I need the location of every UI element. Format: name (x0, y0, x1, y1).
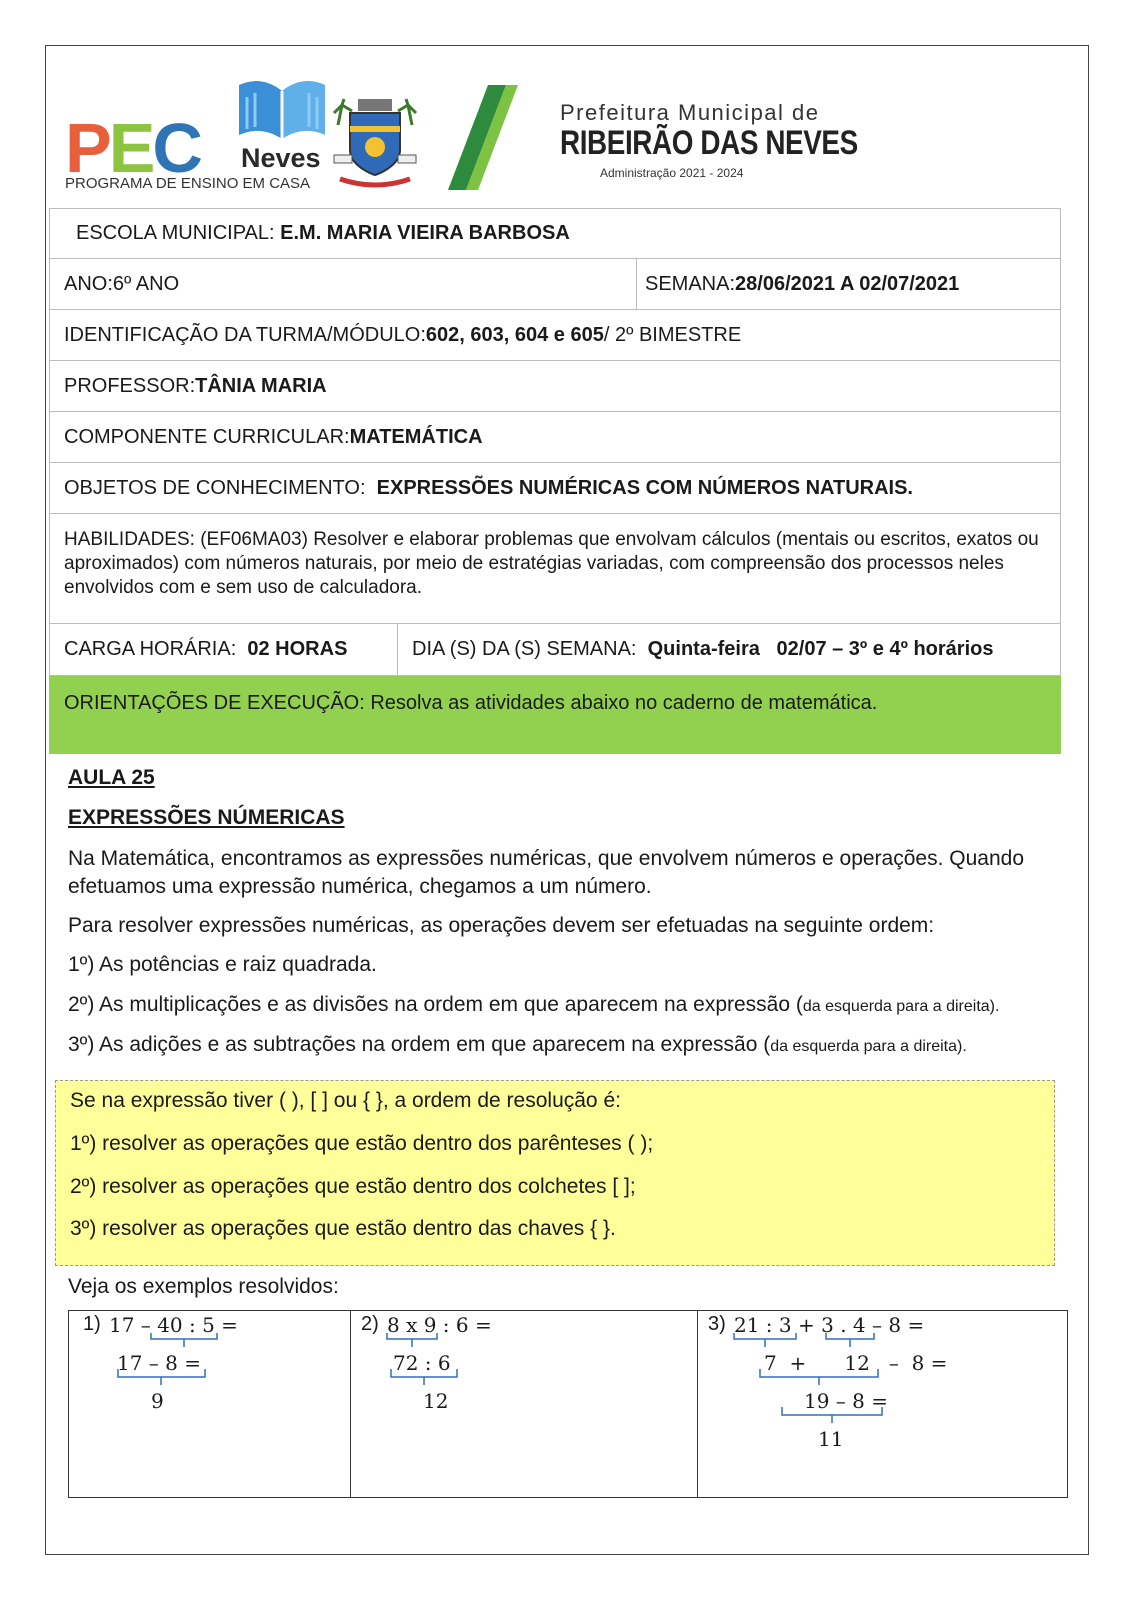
example-3-number: 3) (708, 1313, 726, 1335)
row-ano-semana (49, 259, 1061, 310)
examples-table (68, 1310, 1068, 1498)
step-3 (68, 1033, 967, 1057)
semana-label: SEMANA: (645, 272, 736, 295)
example-2-number: 2) (361, 1313, 379, 1335)
dia-label: DIA (S) DA (S) SEMANA: (412, 638, 648, 660)
row-objetos (49, 463, 1061, 514)
habilidades-text: HABILIDADES: (EF06MA03) Resolver e elaborar problemas que envolvam cálculos (mentais ou escritos, exatos ou aproximados) com números naturais, por meio de estratégias variadas, com compreensão dos processos neles envolvidos com e sem uso de calculadora. (64, 529, 1039, 598)
componente-label: COMPONENTE CURRICULAR: (64, 425, 350, 448)
rule-1: 1º) resolver as operações que estão dentro dos parênteses ( ); (70, 1132, 654, 1155)
order-intro: Para resolver expressões numéricas, as operações devem ser efetuadas na seguinte ordem: (68, 914, 935, 937)
example-2-line2: 72 : 6 (393, 1351, 451, 1375)
objetos-label: OBJETOS DE CONHECIMENTO: (64, 476, 377, 499)
rules-box (55, 1080, 1055, 1266)
escola-value: E.M. MARIA VIEIRA BARBOSA (280, 222, 570, 244)
step-3-text: 3º) As adições e as subtrações na ordem em que aparecem na expressão ( (68, 1033, 771, 1056)
row-componente (49, 412, 1061, 463)
example-1-number: 1) (83, 1313, 101, 1335)
example-2-line1: 8 x 9 : 6 = (387, 1313, 492, 1337)
step-2-note: da esquerda para a direita). (802, 998, 1000, 1015)
row-professor (49, 361, 1061, 412)
example-3-result: 11 (818, 1427, 844, 1451)
lesson-title: EXPRESSÕES NÚMERICAS (68, 806, 345, 829)
escola-label: ESCOLA MUNICIPAL: (76, 222, 275, 244)
example-1-result: 9 (151, 1389, 164, 1413)
row-escola (49, 208, 1061, 259)
step-1: 1º) As potências e raiz quadrada. (68, 953, 377, 976)
rule-3: 3º) resolver as operações que estão dentro das chaves { }. (70, 1217, 616, 1240)
rules-intro: Se na expressão tiver ( ), [ ] ou { }, a ordem de resolução é: (70, 1089, 621, 1112)
turma-value: 602, 603, 604 e 605 (425, 323, 604, 346)
example-2 (350, 1311, 697, 1497)
example-3 (697, 1311, 1067, 1497)
prefeitura-title: RIBEIRÃO DAS NEVES (560, 124, 858, 162)
pec-subtitle: PROGRAMA DE ENSINO EM CASA (65, 175, 311, 192)
carga-value: 02 HORAS (247, 638, 348, 660)
row-orientacoes (49, 676, 1061, 754)
orientacoes-text: ORIENTAÇÕES DE EXECUÇÃO: Resolva as atividades abaixo no caderno de matemática. (64, 692, 878, 714)
pec-city: Neves (241, 143, 321, 173)
ano-value: 6º ANO (112, 272, 180, 295)
semana-value: 28/06/2021 A 02/07/2021 (735, 272, 960, 295)
example-3-line3: 19 – 8 = (804, 1389, 889, 1413)
rule-2: 2º) resolver as operações que estão dentro dos colchetes [ ]; (70, 1175, 636, 1198)
prefeitura-administracao: Administração 2021 - 2024 (600, 166, 744, 180)
ano-label: ANO: (64, 272, 113, 295)
stripes-decoration (448, 85, 518, 190)
professor-label: PROFESSOR: (64, 374, 196, 397)
turma-label: IDENTIFICAÇÃO DA TURMA/MÓDULO: (64, 323, 426, 346)
examples-intro: Veja os exemplos resolvidos: (68, 1275, 339, 1298)
example-1 (69, 1311, 350, 1497)
step-2-text: 2º) As multiplicações e as divisões na ordem em que aparecem na expressão ( (68, 993, 803, 1016)
carga-label: CARGA HORÁRIA: (64, 638, 248, 660)
book-icon (237, 77, 327, 147)
prefeitura-line1: Prefeitura Municipal de (560, 100, 820, 125)
step-3-note: da esquerda para a direita). (770, 1038, 967, 1055)
row-carga-dia (49, 624, 1061, 676)
info-table (49, 208, 1061, 754)
componente-value: MATEMÁTICA (349, 425, 483, 448)
turma-suffix: / 2º BIMESTRE (603, 323, 742, 346)
example-1-line1: 17 – 40 : 5 = (109, 1313, 238, 1337)
row-turma (49, 310, 1061, 361)
row-habilidades (49, 514, 1061, 624)
step-2 (68, 993, 999, 1017)
professor-value: TÂNIA MARIA (195, 374, 327, 397)
example-1-line2: 17 – 8 = (117, 1351, 202, 1375)
intro-paragraph: Na Matemática, encontramos as expressões numéricas, que envolvem números e operações. Quando efetuamos uma expressão numérica, chegamos a um número. (68, 847, 1024, 898)
example-3-line2: 7 + 12 – 8 = (764, 1351, 948, 1375)
example-2-result: 12 (423, 1389, 449, 1413)
objetos-value: EXPRESSÕES NUMÉRICAS COM NÚMEROS NATURAIS. (376, 476, 913, 499)
example-2-braces (351, 1311, 698, 1499)
aula-heading: AULA 25 (68, 766, 155, 789)
example-3-line1: 21 : 3 + 3 . 4 – 8 = (734, 1313, 925, 1337)
pec-letters: PEC (65, 109, 200, 187)
city-crest-icon (330, 95, 420, 190)
example-1-braces (69, 1311, 350, 1499)
dia-value: Quinta-feira 02/07 – 3º e 4º horários (647, 638, 994, 660)
